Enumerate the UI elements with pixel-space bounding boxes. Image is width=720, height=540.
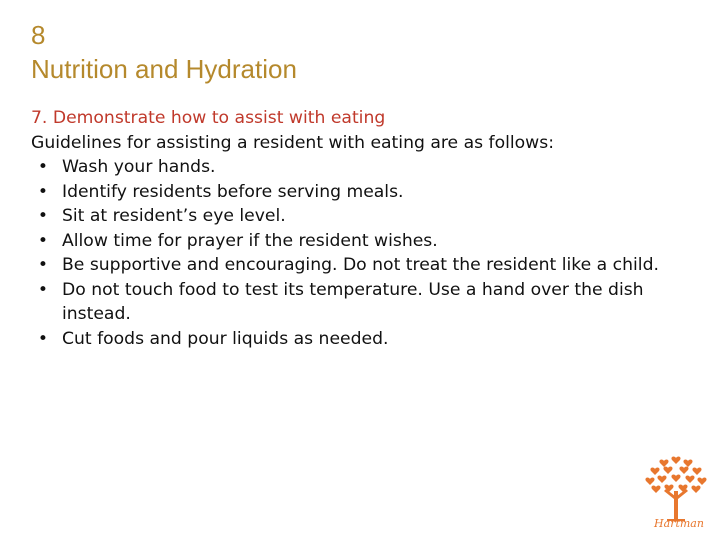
list-item-text: Do not touch food to test its temperature. Use a hand over the dish instead. [62, 279, 644, 324]
bullet-icon: • [37, 206, 49, 226]
list-item [37, 204, 711, 229]
list-item [37, 229, 711, 254]
list-item [37, 278, 711, 327]
slide-title [31, 18, 297, 86]
slide-content [31, 106, 711, 351]
list-item-text: Identify residents before serving meals. [62, 181, 404, 202]
bullet-icon: • [37, 230, 49, 251]
bullet-icon: • [37, 157, 49, 177]
list-item-text: Be supportive and encouraging. Do not treat the resident like a child. [62, 255, 659, 275]
chapter-number: 8 [31, 20, 46, 50]
list-item-text: Wash your hands. [62, 157, 216, 177]
bullet-icon: • [37, 279, 49, 300]
list-item [37, 155, 711, 180]
list-item [37, 327, 711, 352]
bullet-icon: • [37, 181, 49, 202]
list-item-text: Cut foods and pour liquids as needed. [62, 328, 389, 349]
bullet-icon: • [37, 255, 49, 275]
guideline-list [31, 155, 711, 351]
list-item-text: Sit at resident’s eye level. [62, 206, 286, 226]
list-item [37, 253, 711, 278]
chapter-title: Nutrition and Hydration [31, 54, 297, 84]
list-item [37, 180, 711, 205]
section-heading: 7. Demonstrate how to assist with eating [31, 108, 386, 128]
hartman-logo [640, 455, 712, 535]
list-item-text: Allow time for prayer if the resident wishes. [62, 230, 438, 251]
logo-text: Hartman [654, 517, 704, 530]
bullet-icon: • [37, 328, 49, 349]
intro-text: Guidelines for assisting a resident with eating are as follows: [31, 132, 554, 153]
